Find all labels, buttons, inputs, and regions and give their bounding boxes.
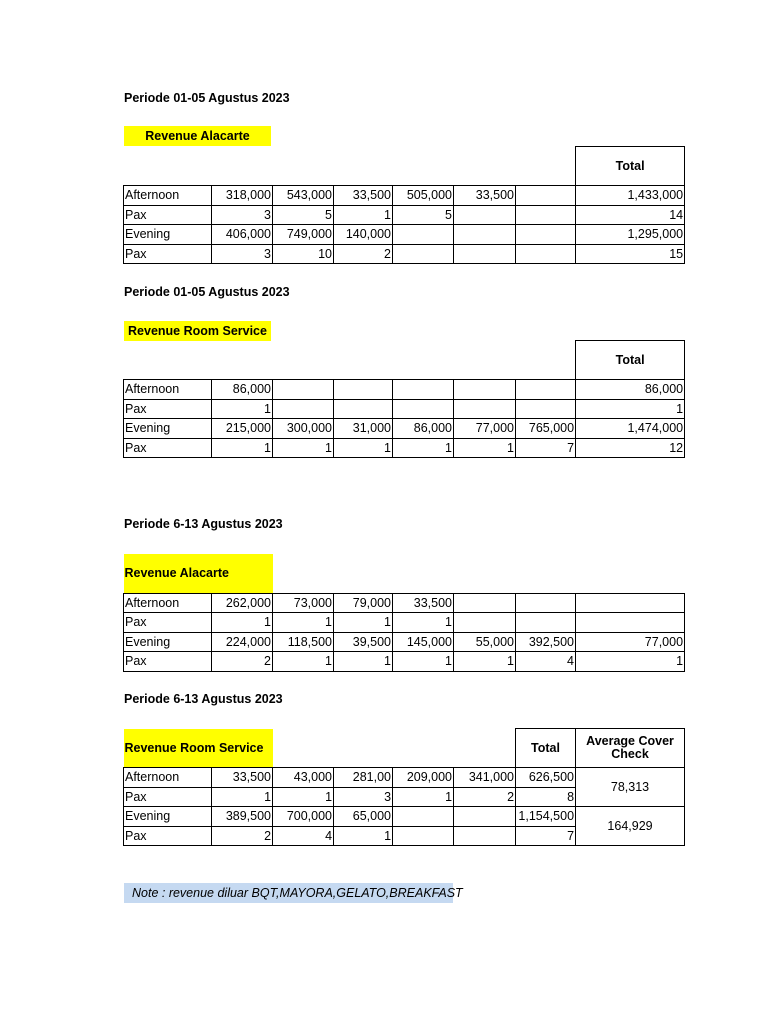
section-1-heading: Periode 01-05 Agustus 2023 bbox=[124, 91, 290, 105]
table-cell: 281,00 bbox=[334, 768, 393, 788]
table-cell: 55,000 bbox=[454, 632, 516, 652]
table-cell: 7 bbox=[516, 826, 576, 846]
row-label: Afternoon bbox=[124, 186, 212, 206]
section-4-body bbox=[124, 768, 685, 846]
table-cell: 1 bbox=[273, 787, 334, 807]
table-cell bbox=[454, 613, 516, 633]
table-cell bbox=[516, 613, 576, 633]
table-row bbox=[124, 186, 685, 206]
table-cell: 1 bbox=[212, 787, 273, 807]
table-cell bbox=[516, 225, 576, 245]
section-2-table bbox=[123, 340, 685, 458]
table-cell: 86,000 bbox=[393, 419, 454, 439]
table-cell: 5 bbox=[273, 205, 334, 225]
row-label: Pax bbox=[124, 613, 212, 633]
table-cell: 341,000 bbox=[454, 768, 516, 788]
section-3-heading: Periode 6-13 Agustus 2023 bbox=[124, 517, 283, 531]
section-2-band: Revenue Room Service bbox=[124, 321, 271, 341]
table-cell: 1 bbox=[212, 613, 273, 633]
section-1-table bbox=[123, 146, 685, 264]
table-cell bbox=[334, 399, 393, 419]
row-label: Evening bbox=[124, 419, 212, 439]
table-cell: 1 bbox=[334, 438, 393, 458]
table-cell: 1 bbox=[393, 652, 454, 672]
table-cell: 2 bbox=[212, 652, 273, 672]
table-cell bbox=[454, 380, 516, 400]
table-cell bbox=[454, 205, 516, 225]
table-cell: 1 bbox=[393, 438, 454, 458]
table-cell: 1 bbox=[334, 652, 393, 672]
table-row bbox=[124, 593, 685, 613]
table-cell: 2 bbox=[334, 244, 393, 264]
table-cell: 5 bbox=[393, 205, 454, 225]
table-cell: 215,000 bbox=[212, 419, 273, 439]
table-cell bbox=[516, 244, 576, 264]
table-cell: 1 bbox=[454, 652, 516, 672]
table-cell: 1,154,500 bbox=[516, 807, 576, 827]
row-label: Pax bbox=[124, 652, 212, 672]
table-cell: 145,000 bbox=[393, 632, 454, 652]
table-cell: 10 bbox=[273, 244, 334, 264]
row-label: Evening bbox=[124, 225, 212, 245]
table-cell: 33,500 bbox=[334, 186, 393, 206]
table-cell bbox=[454, 807, 516, 827]
table-cell: 1,433,000 bbox=[576, 186, 685, 206]
row-label: Afternoon bbox=[124, 593, 212, 613]
table-cell: 1 bbox=[393, 787, 454, 807]
table-cell: 749,000 bbox=[273, 225, 334, 245]
table-cell: 1 bbox=[334, 613, 393, 633]
table-cell bbox=[454, 244, 516, 264]
table-cell: 3 bbox=[212, 205, 273, 225]
table-cell: 318,000 bbox=[212, 186, 273, 206]
table-cell: 1 bbox=[273, 652, 334, 672]
table-cell: 1 bbox=[212, 399, 273, 419]
table-cell: 300,000 bbox=[273, 419, 334, 439]
table-cell bbox=[273, 399, 334, 419]
total-header: Total bbox=[516, 729, 576, 768]
table-cell: 392,500 bbox=[516, 632, 576, 652]
table-row bbox=[124, 768, 685, 788]
section-4-heading: Periode 6-13 Agustus 2023 bbox=[124, 692, 283, 706]
table-cell: 14 bbox=[576, 205, 685, 225]
table-cell: 1 bbox=[273, 438, 334, 458]
table-cell: 1,474,000 bbox=[576, 419, 685, 439]
table-cell: 765,000 bbox=[516, 419, 576, 439]
table-row bbox=[124, 380, 685, 400]
table-row bbox=[124, 438, 685, 458]
table-cell: 1 bbox=[576, 652, 685, 672]
table-cell: 262,000 bbox=[212, 593, 273, 613]
table-cell bbox=[516, 593, 576, 613]
section-4-band: Revenue Room Service bbox=[124, 729, 273, 768]
table-cell bbox=[576, 593, 685, 613]
table-cell bbox=[334, 380, 393, 400]
section-3-body bbox=[124, 593, 685, 671]
table-cell bbox=[576, 613, 685, 633]
table-cell bbox=[454, 399, 516, 419]
table-row bbox=[124, 807, 685, 827]
table-cell: 33,500 bbox=[393, 593, 454, 613]
table-cell: 406,000 bbox=[212, 225, 273, 245]
table-cell: 86,000 bbox=[212, 380, 273, 400]
table-cell bbox=[393, 244, 454, 264]
table-cell: 7 bbox=[516, 438, 576, 458]
table-row bbox=[124, 632, 685, 652]
table-cell: 626,500 bbox=[516, 768, 576, 788]
table-cell: 33,500 bbox=[212, 768, 273, 788]
table-cell: 3 bbox=[212, 244, 273, 264]
table-cell: 543,000 bbox=[273, 186, 334, 206]
table-cell bbox=[273, 380, 334, 400]
table-cell bbox=[393, 399, 454, 419]
row-label: Pax bbox=[124, 826, 212, 846]
average-cover-check-value: 164,929 bbox=[576, 807, 685, 846]
section-3-table bbox=[123, 554, 685, 672]
table-cell: 209,000 bbox=[393, 768, 454, 788]
row-label: Evening bbox=[124, 632, 212, 652]
table-cell: 77,000 bbox=[576, 632, 685, 652]
table-cell: 2 bbox=[212, 826, 273, 846]
section-1-body bbox=[124, 186, 685, 264]
table-cell bbox=[393, 380, 454, 400]
table-cell bbox=[454, 225, 516, 245]
table-cell: 43,000 bbox=[273, 768, 334, 788]
average-cover-check-value: 78,313 bbox=[576, 768, 685, 807]
table-row bbox=[124, 399, 685, 419]
row-label: Pax bbox=[124, 399, 212, 419]
note-banner: Note : revenue diluar BQT,MAYORA,GELATO,BREAKFAST bbox=[124, 883, 453, 903]
table-cell bbox=[516, 186, 576, 206]
table-cell bbox=[393, 826, 454, 846]
table-row bbox=[124, 613, 685, 633]
row-label: Afternoon bbox=[124, 768, 212, 788]
table-cell: 15 bbox=[576, 244, 685, 264]
table-cell: 118,500 bbox=[273, 632, 334, 652]
table-cell bbox=[516, 399, 576, 419]
table-cell: 3 bbox=[334, 787, 393, 807]
table-cell: 65,000 bbox=[334, 807, 393, 827]
table-cell: 140,000 bbox=[334, 225, 393, 245]
table-cell: 86,000 bbox=[576, 380, 685, 400]
table-cell bbox=[516, 205, 576, 225]
table-cell bbox=[393, 225, 454, 245]
table-cell: 12 bbox=[576, 438, 685, 458]
section-4-table bbox=[123, 728, 685, 846]
table-cell: 77,000 bbox=[454, 419, 516, 439]
table-cell: 1 bbox=[393, 613, 454, 633]
row-label: Pax bbox=[124, 205, 212, 225]
table-cell: 1 bbox=[212, 438, 273, 458]
table-cell: 1 bbox=[273, 613, 334, 633]
table-cell: 73,000 bbox=[273, 593, 334, 613]
table-cell: 1 bbox=[454, 438, 516, 458]
table-cell: 31,000 bbox=[334, 419, 393, 439]
table-cell: 8 bbox=[516, 787, 576, 807]
table-cell: 4 bbox=[273, 826, 334, 846]
row-label: Pax bbox=[124, 244, 212, 264]
table-cell: 2 bbox=[454, 787, 516, 807]
section-2-body bbox=[124, 380, 685, 458]
table-cell: 79,000 bbox=[334, 593, 393, 613]
section-1-band: Revenue Alacarte bbox=[124, 126, 271, 146]
table-row bbox=[124, 244, 685, 264]
table-row bbox=[124, 205, 685, 225]
table-cell: 39,500 bbox=[334, 632, 393, 652]
total-header: Total bbox=[576, 147, 685, 186]
table-cell: 4 bbox=[516, 652, 576, 672]
average-cover-check-header: Average Cover Check bbox=[576, 729, 685, 768]
table-cell: 33,500 bbox=[454, 186, 516, 206]
table-cell: 1,295,000 bbox=[576, 225, 685, 245]
table-cell bbox=[454, 826, 516, 846]
table-cell bbox=[516, 380, 576, 400]
table-row bbox=[124, 419, 685, 439]
table-cell: 1 bbox=[576, 399, 685, 419]
section-2-heading: Periode 01-05 Agustus 2023 bbox=[124, 285, 290, 299]
row-label: Afternoon bbox=[124, 380, 212, 400]
table-cell bbox=[454, 593, 516, 613]
row-label: Pax bbox=[124, 787, 212, 807]
table-cell: 1 bbox=[334, 205, 393, 225]
row-label: Evening bbox=[124, 807, 212, 827]
table-cell: 700,000 bbox=[273, 807, 334, 827]
row-label: Pax bbox=[124, 438, 212, 458]
total-header: Total bbox=[576, 341, 685, 380]
table-cell: 505,000 bbox=[393, 186, 454, 206]
table-cell: 389,500 bbox=[212, 807, 273, 827]
table-row bbox=[124, 652, 685, 672]
table-row bbox=[124, 225, 685, 245]
table-cell bbox=[393, 807, 454, 827]
section-3-band: Revenue Alacarte bbox=[124, 554, 273, 593]
table-cell: 224,000 bbox=[212, 632, 273, 652]
table-cell: 1 bbox=[334, 826, 393, 846]
